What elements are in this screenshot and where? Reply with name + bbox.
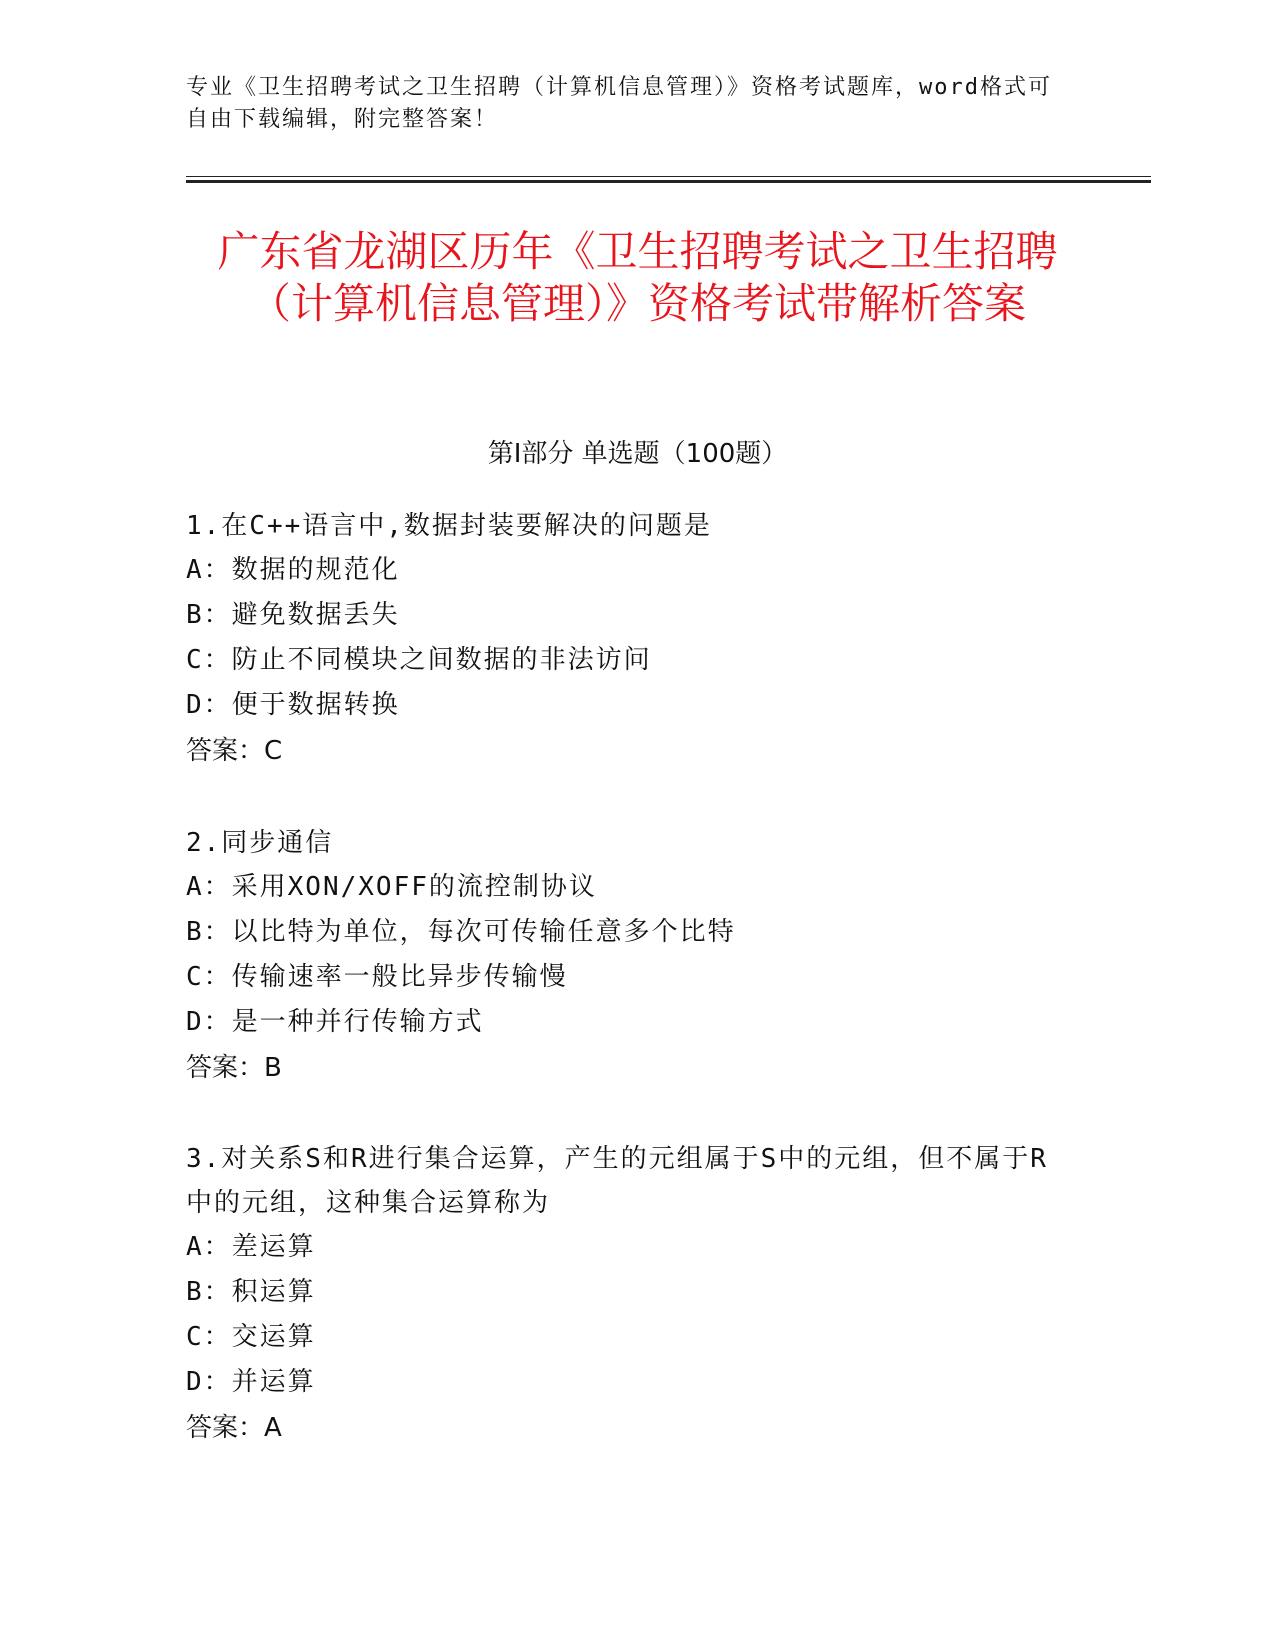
answer: 答案：A bbox=[186, 1413, 282, 1443]
option-a: A：数据的规范化 bbox=[186, 555, 400, 585]
option-b: B：避免数据丢失 bbox=[186, 600, 400, 630]
option-d: D：是一种并行传输方式 bbox=[186, 1007, 484, 1037]
option-c: C：防止不同模块之间数据的非法访问 bbox=[186, 645, 652, 675]
question-2 bbox=[186, 821, 1066, 1091]
option-c: C：交运算 bbox=[186, 1322, 316, 1352]
option-c: C：传输速率一般比异步传输慢 bbox=[186, 962, 568, 992]
header-divider-thick bbox=[186, 180, 1151, 183]
document-title: 广东省龙湖区历年《卫生招聘考试之卫生招聘（计算机信息管理）》资格考试带解析答案 bbox=[217, 227, 1058, 328]
option-a: A：差运算 bbox=[186, 1232, 316, 1262]
option-a: A：采用XON/XOFF的流控制协议 bbox=[186, 872, 597, 902]
option-d: D：便于数据转换 bbox=[186, 690, 400, 720]
question-stem: 1.在C++语言中,数据封装要解决的问题是 bbox=[186, 511, 712, 541]
question-stem: 2.同步通信 bbox=[186, 828, 334, 858]
answer: 答案：C bbox=[186, 736, 283, 766]
option-d: D：并运算 bbox=[186, 1367, 316, 1397]
header-divider-thin bbox=[186, 176, 1151, 177]
header-note: 专业《卫生招聘考试之卫生招聘（计算机信息管理）》资格考试题库，word格式可自由下载编辑，附完整答案！ bbox=[186, 75, 1052, 132]
answer: 答案：B bbox=[186, 1053, 282, 1083]
question-1 bbox=[186, 504, 1066, 774]
option-b: B：以比特为单位，每次可传输任意多个比特 bbox=[186, 917, 736, 947]
section-heading: 第I部分 单选题（100题） bbox=[487, 439, 788, 469]
question-3 bbox=[186, 1137, 1066, 1451]
question-stem: 3.对关系S和R进行集合运算，产生的元组属于S中的元组，但不属于R中的元组，这种集合运算称为 bbox=[186, 1144, 1048, 1218]
option-b: B：积运算 bbox=[186, 1277, 316, 1307]
